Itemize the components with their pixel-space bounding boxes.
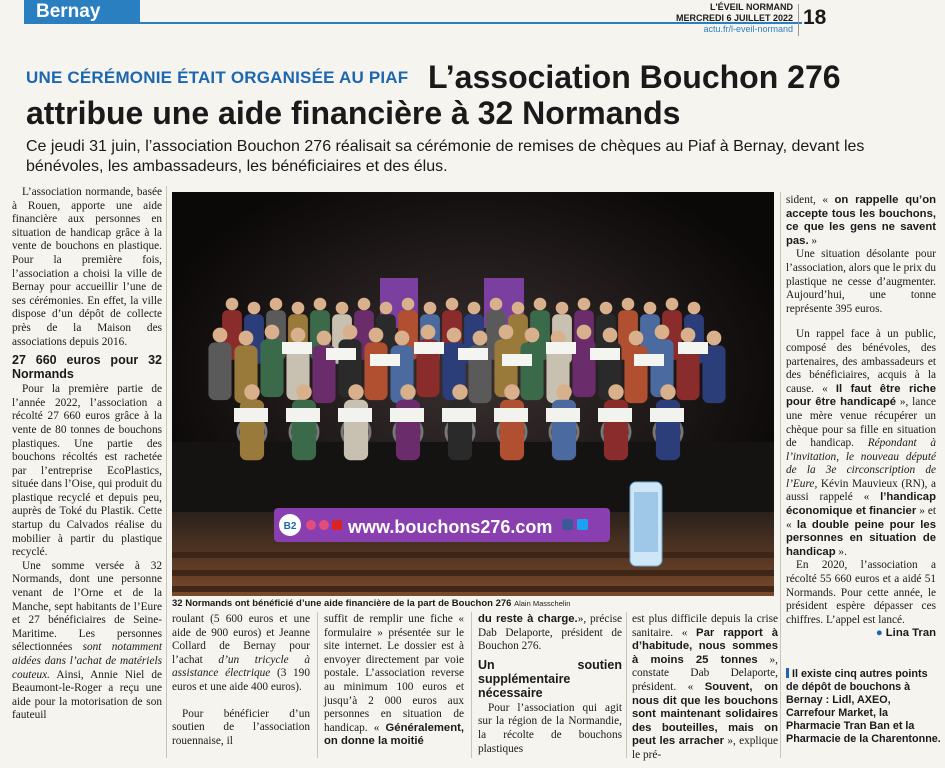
text-run: Kévin Mauvieux (RN), a aussi rappelé « [786, 477, 936, 504]
person-body [208, 342, 231, 400]
text-run: est plus difficile depuis la crise sanitaire. « [632, 613, 778, 639]
cheque [234, 408, 268, 422]
paragraph: L’association normande, basée à Rouen, apporte une aide financière aux personnes en situation de handicap grâce à la vente de bouchons en plastique. Pour la première fois, l’association a choisi la ville de Bernay pour accueillir l’une de ses cérémonies. En effet, la ville dispose d’un dépôt de collecte près de la Maison des associations depuis 2016. [12, 186, 162, 348]
accent-bar-icon [786, 668, 789, 678]
cheque [634, 354, 664, 366]
person-head [317, 331, 332, 346]
cheque [286, 408, 320, 422]
person-head [446, 298, 459, 311]
bullet-icon: ● [875, 627, 883, 640]
paragraph [12, 560, 162, 723]
section-label: Bernay [24, 0, 140, 24]
person-head [534, 298, 547, 311]
bold-run: on rappelle qu’on accepte tous les bouchons, ce que les gens ne savent pas. [786, 194, 936, 247]
website-link[interactable]: actu.fr/l-eveil-normand [703, 24, 793, 34]
bold-run: la double peine pour les personnes en situation de handicap [786, 518, 936, 558]
column-rule [471, 612, 472, 758]
person-head [380, 302, 393, 315]
text-run: suffit de remplir une fiche « formulaire » présentée sur le site internet. Le dossier est à envoyer directement par voie postale. L’association reverse au minimum 100 euros et jusqu’à 2 000 euros aux personnes en situation de handicap. « [324, 613, 464, 734]
text-run: ». [835, 545, 847, 558]
bin-contents [634, 492, 658, 552]
subheading: 27 660 euros pour 32 Normands [12, 353, 162, 382]
person-head [490, 298, 503, 311]
author-signature [786, 627, 936, 641]
person-head [291, 328, 306, 343]
cheque [390, 408, 424, 422]
photo-credit: Alain Masschelin [514, 599, 571, 608]
person-head [578, 298, 591, 311]
text-run: Ainsi, Annie Niel de Beaumont-le-Roger a reçu une aide pour la motorisation de son fauteuil [12, 668, 162, 722]
paragraph [786, 194, 936, 248]
person-head [707, 331, 722, 346]
person-head [400, 384, 415, 399]
cheque [494, 408, 528, 422]
bold-run: Il faut être riche pour être handicapé [786, 382, 936, 409]
person-head [424, 302, 437, 315]
paragraph: En 2020, l’association a récolté 55 660 euros et a aidé 51 Normands. Pour cette année, le président espère dépasser ces chiffres. L’appel est lancé. [786, 559, 936, 626]
banner-url-text: www.bouchons276.com [348, 517, 553, 537]
ceremony-photo-illustration [172, 192, 774, 596]
text-run: » et « [786, 505, 936, 531]
instagram-icon [306, 520, 316, 530]
text-run: Une somme versée à 32 Normands, dont une personne venant de l’Orne et de la Manche, sept habitants de l’Eure et 27 bénéficiaires de Seine-Maritime. Les personnes sélectionnées [12, 559, 162, 654]
cheque [338, 408, 372, 422]
text-run: Un rappel face à un public, composé des bénévoles, des partenaires, des ambassadeurs et des bénéficiaires, acquis à la cause. « [786, 328, 936, 395]
person-head [244, 384, 259, 399]
person-head [499, 325, 514, 340]
cheque [370, 354, 400, 366]
person-head [681, 328, 696, 343]
column-rule [780, 192, 781, 758]
article-column-4 [478, 613, 622, 756]
cheque [442, 408, 476, 422]
column-rule [166, 186, 167, 758]
person-head [248, 302, 261, 315]
italic-run: Répondant à l’invitation, le nouveau député de la 3e circonscription de l’Eure, [786, 437, 936, 490]
text-run: » [808, 234, 818, 247]
text-run: », précise Dab Delaporte, président de Bouchon 276. [478, 613, 622, 653]
facebook-icon [562, 519, 573, 530]
person-head [336, 302, 349, 315]
article-column-2 [172, 613, 310, 748]
paragraph: Pour la première partie de l’année 2022, l’association a récolté 27 660 euros grâce à la vente de 80 tonnes de bouchons plastiques. Une partie des bouchons récoltés est rachetée par l’entreprise EcoPlastics, située dans l’Oise, qui produit du plastique recyclé et depuis peu, auprès de Toké du Plastik. Cette startup du Calvados réalise du mobilier à partir du plastique recyclé. [12, 383, 162, 559]
cheque [590, 348, 620, 360]
cheque [650, 408, 684, 422]
bold-run: Souvent, on nous dit que les bouchons sont maintenant solidaires des bouteilles, mais on peut les arracher [632, 680, 778, 748]
bold-run: l’handicap économique et financier [786, 491, 936, 518]
drop-points-text: Il existe cinq autres points de dépôt de bouchons à Bernay : Lidl, AXEO, Carrefour Market, la Pharmacie Tran Ban et la Pharmacie de la Charentonne. [786, 668, 941, 745]
article-kicker: UNE CÉRÉMONIE ÉTAIT ORGANISÉE AU PIAF [26, 68, 409, 87]
person-head [644, 302, 657, 315]
person-body [364, 342, 387, 400]
cheque [458, 348, 488, 360]
person-head [504, 384, 519, 399]
person-head [395, 331, 410, 346]
subheading: Un soutien supplémentaire nécessaire [478, 657, 622, 700]
author-name: Lina Tran [885, 627, 936, 640]
person-body [520, 342, 543, 400]
person-head [629, 331, 644, 346]
person-head [265, 325, 280, 340]
person-head [226, 298, 239, 311]
column-rule [626, 612, 627, 758]
person-head [452, 384, 467, 399]
person-head [622, 298, 635, 311]
drop-points-box [786, 668, 942, 746]
text-run: (3 190 euros et une aide 400 euros). [172, 667, 310, 693]
column-rule [317, 612, 318, 758]
ceremony-photo [172, 192, 774, 596]
bold-run: Par rapport à d’habitude, nous sommes à moins 25 tonnes [632, 626, 778, 666]
text-run: », constate Dab Delaporte, président. « [632, 653, 779, 693]
person-body [702, 345, 725, 403]
paragraph: Pour l’association qui agit sur la région de la Normandie, la récolte de bouchons plastiques [478, 701, 622, 755]
person-head [343, 325, 358, 340]
caption-text: 32 Normands ont bénéficié d’une aide financière de la part de Bouchon 276 [172, 598, 512, 609]
person-head [473, 331, 488, 346]
article-column-6 [786, 194, 936, 641]
cheque [678, 342, 708, 354]
paragraph [478, 613, 622, 654]
person-head [603, 328, 618, 343]
person-head [525, 328, 540, 343]
article-column-3 [324, 613, 464, 749]
cheque [546, 408, 580, 422]
paper-info [623, 2, 793, 35]
text-run: », lance une mère venue récupérer un chèque pour sa fille en situation de handicap. [786, 396, 936, 450]
headline-line-2: attribue une aide financière à 32 Normands [26, 95, 681, 131]
paragraph [632, 613, 778, 763]
headline-line-1: L’association Bouchon 276 [428, 59, 841, 95]
text-run: », explique le pré- [632, 735, 778, 761]
cheque [502, 354, 532, 366]
person-head [369, 328, 384, 343]
paragraph [324, 613, 464, 749]
page-number: 18 [803, 6, 827, 29]
italic-run: sont notamment aidées dans l’achat de matériels couteux. [12, 641, 162, 681]
person-head [512, 302, 525, 315]
person-head [600, 302, 613, 315]
person-head [296, 384, 311, 399]
person-head [577, 325, 592, 340]
text-run: roulant (5 600 euros et une aide de 900 euros) et Jeanne Collard de Bernay pour l’achat [172, 613, 310, 666]
person-head [608, 384, 623, 399]
cheque [598, 408, 632, 422]
paragraph: Une situation désolante pour l’association, alors que le prix du plastique ne cesse d’augmenter. Aujourd’hui, une tonne représente 395 euros. [786, 248, 936, 315]
person-head [468, 302, 481, 315]
person-head [447, 328, 462, 343]
logo-text: B2 [283, 521, 297, 532]
cheque [282, 342, 312, 354]
paragraph [172, 613, 310, 695]
person-head [688, 302, 701, 315]
person-body [260, 339, 283, 397]
bold-run: Généralement, on donne la moitié [324, 721, 464, 748]
article-column-1 [12, 186, 162, 723]
twitter-icon [577, 519, 588, 530]
person-head [666, 298, 679, 311]
person-head [556, 384, 571, 399]
person-head [213, 328, 228, 343]
bold-run: du reste à charge. [478, 613, 578, 625]
italic-run: d’un tricycle à assistance électrique [172, 653, 311, 680]
text-run: sident, « [786, 194, 835, 206]
cheque [414, 342, 444, 354]
paragraph: Pour bénéficier d’un soutien de l’association rouennaise, il [172, 707, 310, 747]
person-head [348, 384, 363, 399]
person-head [402, 298, 415, 311]
photo-caption [172, 597, 774, 610]
page-divider [798, 4, 799, 36]
person-head [239, 331, 254, 346]
person-head [314, 298, 327, 311]
cheque [326, 348, 356, 360]
person-head [292, 302, 305, 315]
person-head [556, 302, 569, 315]
person-head [421, 325, 436, 340]
person-head [270, 298, 283, 311]
standfirst: Ce jeudi 31 juin, l’association Bouchon 276 réalisait sa cérémonie de remises de chèques au Piaf à Bernay, devant les bénévoles, les ambassadeurs, les bénéficiaires et des élus. [26, 138, 865, 175]
person-head [660, 384, 675, 399]
cheque [546, 342, 576, 354]
social-icon [319, 520, 329, 530]
person-head [358, 298, 371, 311]
youtube-icon [332, 520, 342, 530]
issue-date: MERCREDI 6 JUILLET 2022 [675, 13, 793, 23]
person-head [655, 325, 670, 340]
article-column-5 [632, 613, 778, 763]
paragraph [786, 328, 936, 559]
paper-name: L'ÉVEIL NORMAND [710, 2, 793, 12]
